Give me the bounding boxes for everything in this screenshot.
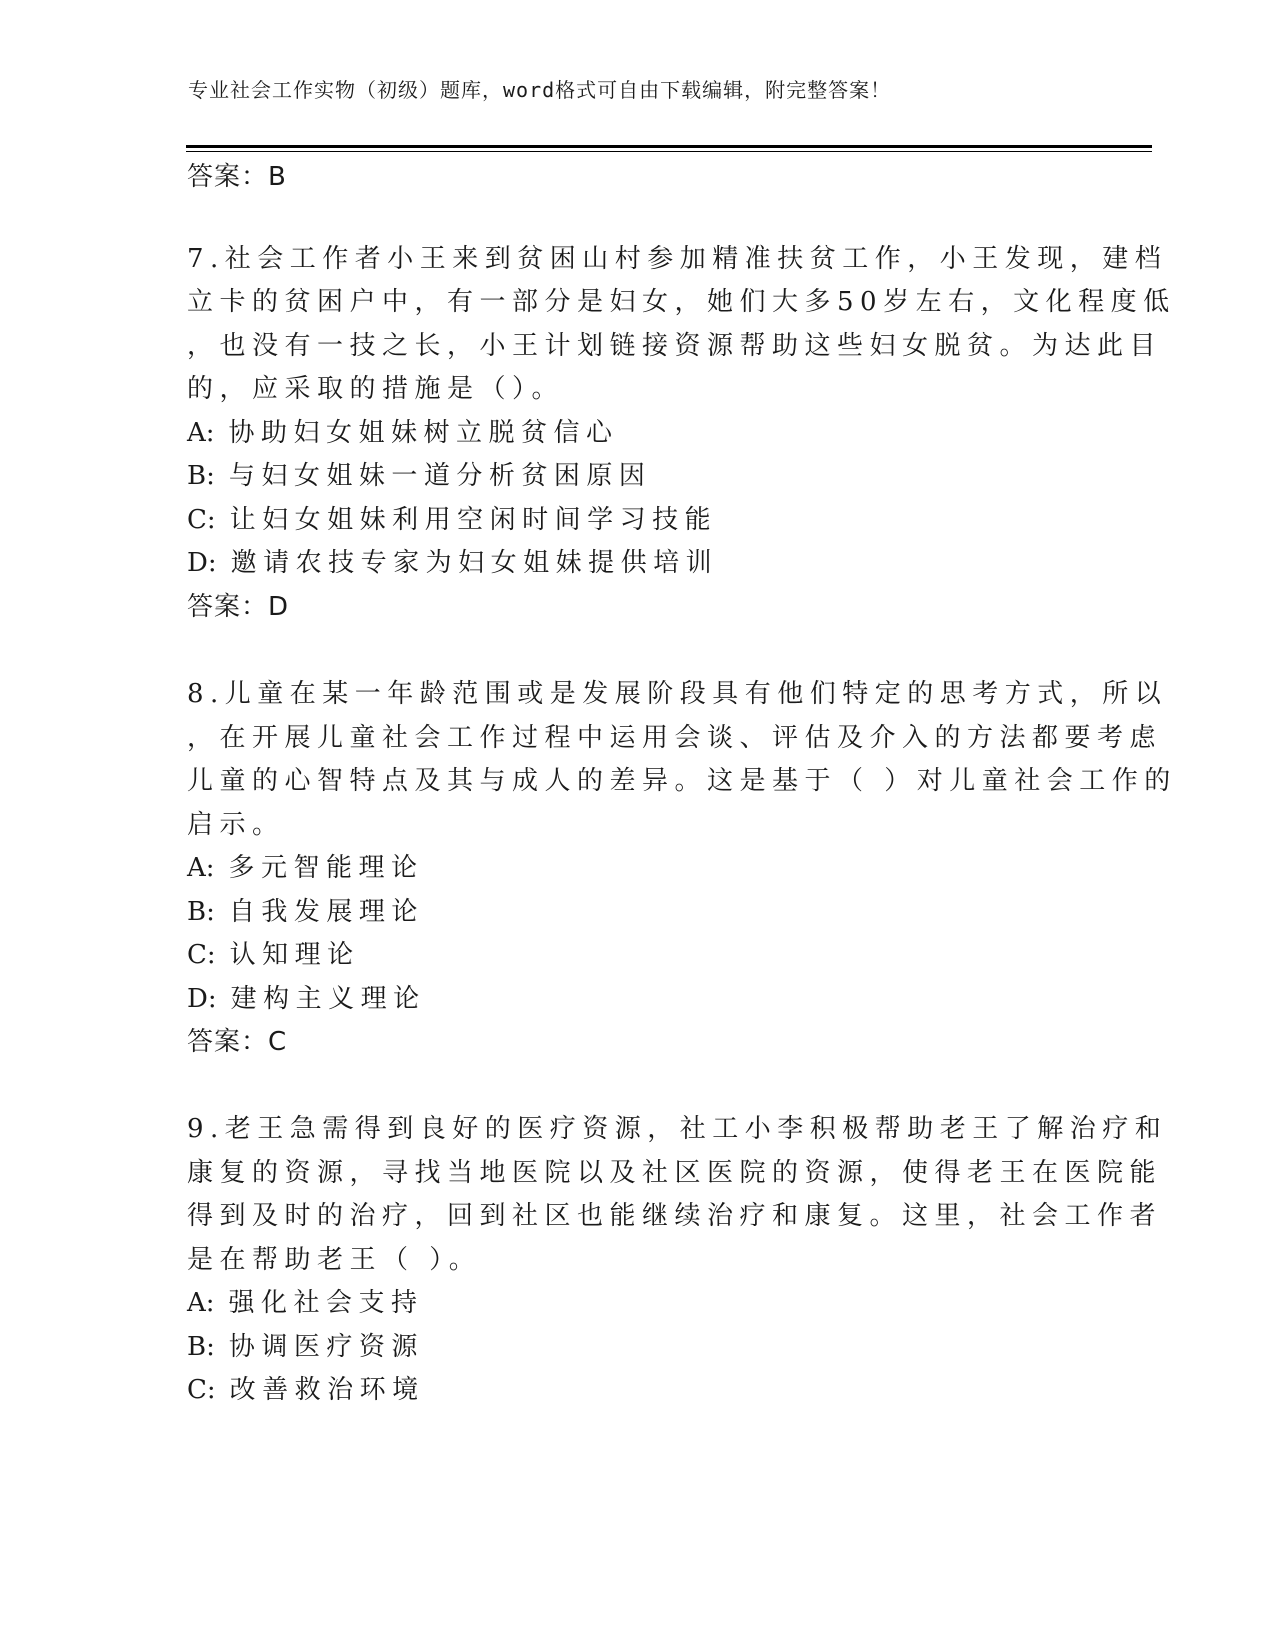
option-key: B: — [187, 897, 215, 927]
option-key: C: — [187, 1375, 216, 1405]
answer: 答案：D — [187, 592, 290, 622]
option-key: A: — [187, 418, 215, 448]
option-key: C: — [187, 505, 216, 535]
option-text: 改善救治环境 — [229, 1375, 425, 1405]
option-key: D: — [187, 984, 217, 1014]
option-text: 邀请农技专家为妇女姐妹提供培训 — [230, 548, 719, 578]
option-key: A: — [187, 853, 215, 883]
question-text-line: 8.儿童在某一年龄范围或是发展阶段具有他们特定的思考方式，所以 — [187, 679, 1168, 709]
option-d — [187, 982, 426, 1016]
option-text: 让妇女姐妹利用空闲时间学习技能 — [229, 505, 718, 535]
option-text: 多元智能理论 — [228, 853, 424, 883]
question-text-line: 康复的资源，寻找当地医院以及社区医院的资源，使得老王在医院能 — [187, 1158, 1163, 1188]
option-b — [187, 459, 651, 493]
option-a — [187, 851, 424, 885]
question-text-line: 9.老王急需得到良好的医疗资源，社工小李积极帮助老王了解治疗和 — [187, 1114, 1168, 1144]
option-text: 协调医疗资源 — [228, 1332, 424, 1362]
answer: 答案：C — [187, 1027, 288, 1057]
question-text-line: 儿童的心智特点及其与成人的差异。这是基于（ ）对儿童社会工作的 — [187, 766, 1177, 796]
option-text: 自我发展理论 — [228, 897, 424, 927]
option-key: B: — [187, 1332, 215, 1362]
option-b — [187, 1330, 424, 1364]
question-text-line: 得到及时的治疗，回到社区也能继续治疗和康复。这里，社会工作者 — [187, 1201, 1163, 1231]
option-c — [187, 938, 360, 972]
page-header: 专业社会工作实物（初级）题库，word格式可自由下载编辑，附完整答案！ — [188, 78, 892, 102]
option-c — [187, 1373, 425, 1407]
option-key: C: — [187, 940, 216, 970]
header-rule-thick — [186, 145, 1152, 148]
option-key: D: — [187, 548, 217, 578]
question-text-line: 立卡的贫困户中，有一部分是妇女，她们大多50岁左右，文化程度低 — [187, 287, 1176, 317]
question-text-line: 7.社会工作者小王来到贫困山村参加精准扶贫工作，小王发现，建档 — [187, 244, 1168, 274]
option-a — [187, 1286, 424, 1320]
question-text-line: 是在帮助老王（ ）。 — [187, 1245, 482, 1275]
answer-prev: 答案：B — [187, 162, 287, 192]
option-c — [187, 503, 717, 537]
option-key: A: — [187, 1288, 215, 1318]
option-a — [187, 416, 619, 450]
question-text-line: ，在开展儿童社会工作过程中运用会谈、评估及介入的方法都要考虑 — [187, 723, 1163, 753]
option-text: 与妇女姐妹一道分析贫困原因 — [228, 461, 652, 491]
header-rule-thin — [186, 151, 1152, 152]
question-text-line: 的，应采取的措施是（）。 — [187, 374, 565, 404]
option-text: 协助妇女姐妹树立脱贫信心 — [228, 418, 619, 448]
option-b — [187, 895, 424, 929]
option-text: 强化社会支持 — [228, 1288, 424, 1318]
option-d — [187, 546, 718, 580]
question-text-line: 启示。 — [187, 810, 285, 840]
option-key: B: — [187, 461, 215, 491]
question-text-line: ，也没有一技之长，小王计划链接资源帮助这些妇女脱贫。为达此目 — [187, 331, 1163, 361]
option-text: 认知理论 — [229, 940, 360, 970]
option-text: 建构主义理论 — [230, 984, 426, 1014]
